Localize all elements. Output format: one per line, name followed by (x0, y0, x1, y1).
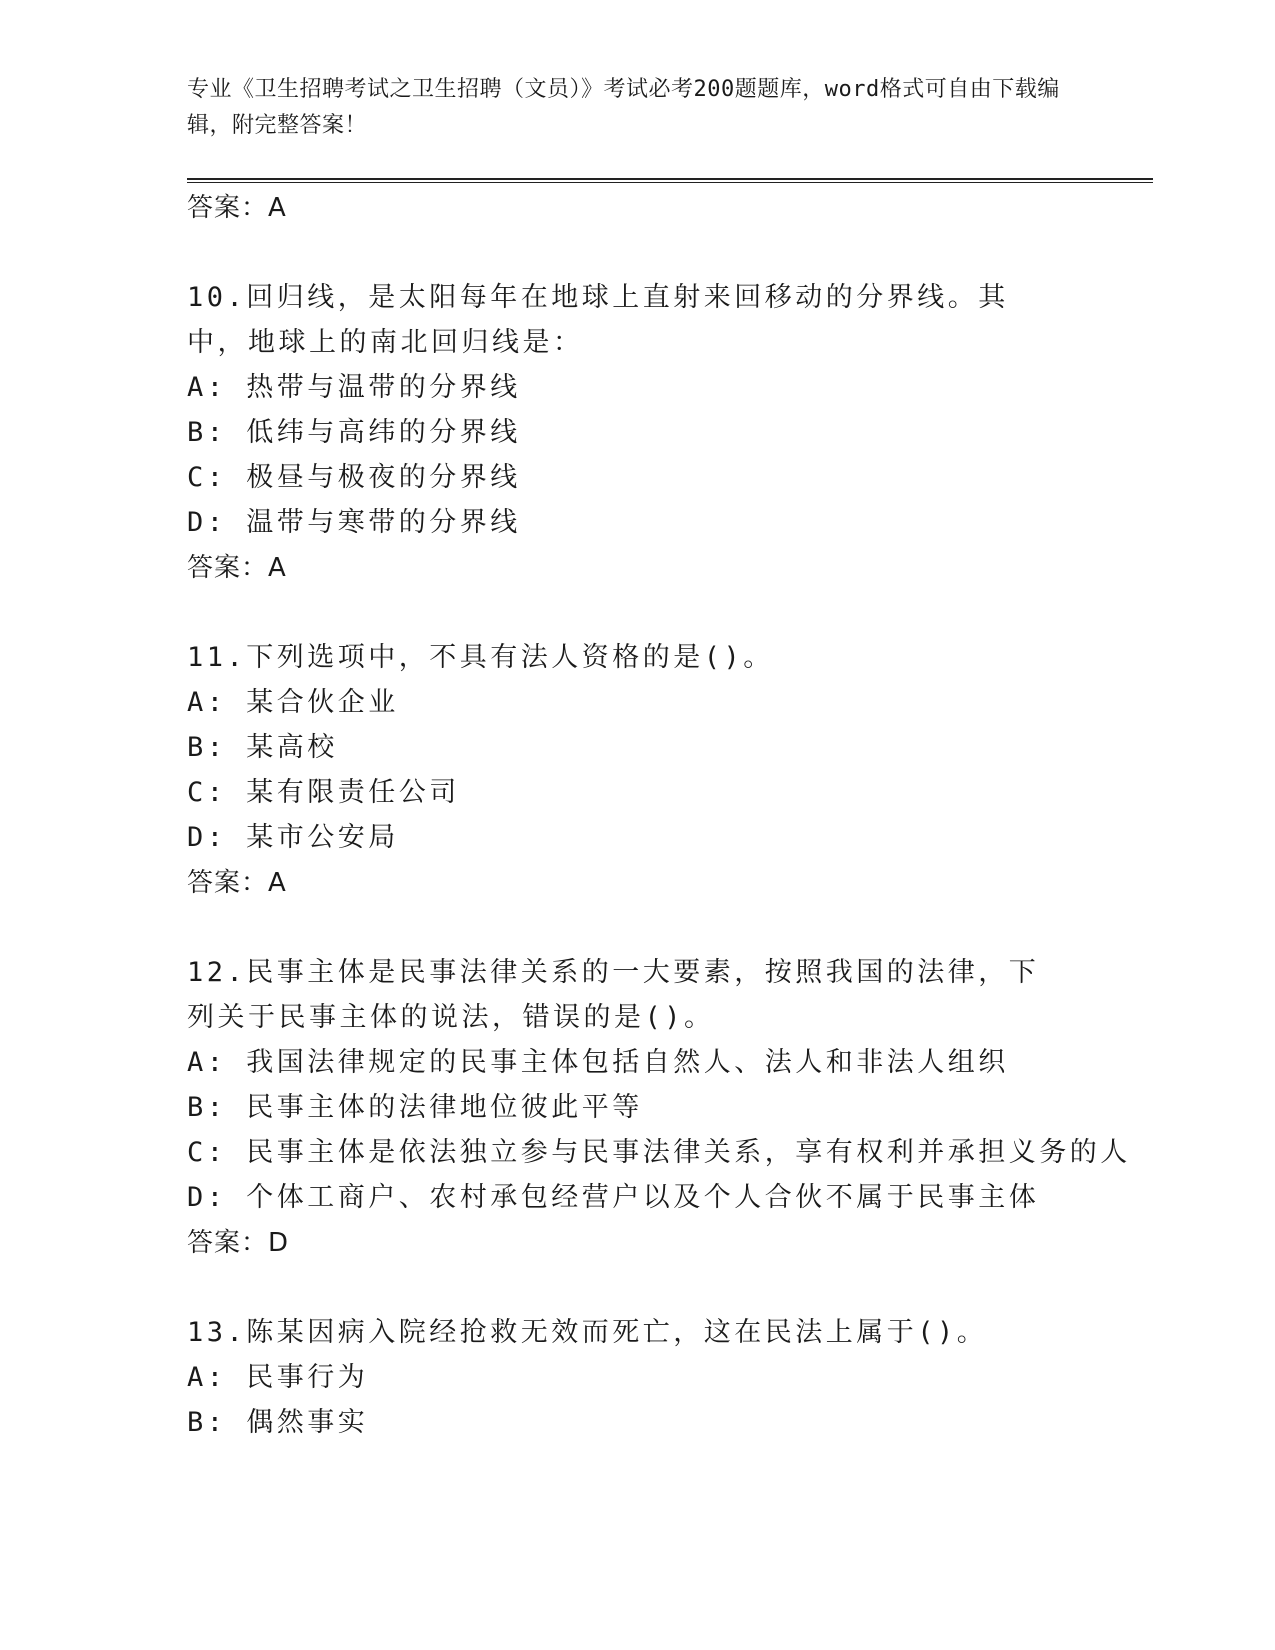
answer-value: D (268, 1228, 290, 1258)
header-divider (187, 178, 1153, 183)
question-text: 12.民事主体是民事法律关系的一大要素，按照我国的法律，下列关于民事主体的说法，错误的是()。 (187, 957, 1040, 1033)
document-header: 专业《卫生招聘考试之卫生招聘（文员）》考试必考200题题库，word格式可自由下载编辑，附完整答案！ (187, 77, 1060, 138)
answer-line (187, 860, 1153, 906)
option-b: B: 偶然事实 (187, 1407, 369, 1438)
option-d: D: 某市公安局 (187, 822, 399, 853)
question-text: 13.陈某因病入院经抢救无效而死亡，这在民法上属于()。 (187, 1317, 988, 1348)
answer-value: A (268, 193, 287, 223)
option-c: C: 某有限责任公司 (187, 777, 460, 808)
option-b: B: 低纬与高纬的分界线 (187, 417, 521, 448)
question-text: 10.回归线，是太阳每年在地球上直射来回移动的分界线。其中，地球上的南北回归线是： (187, 282, 1009, 358)
answer-value: A (268, 868, 287, 898)
option-b: B: 某高校 (187, 732, 338, 763)
question-12 (187, 950, 1153, 1266)
answer-line (187, 1220, 1153, 1266)
option-a: A: 民事行为 (187, 1362, 369, 1393)
option-a: A: 我国法律规定的民事主体包括自然人、法人和非法人组织 (187, 1047, 1009, 1078)
option-c: C: 民事主体是依法独立参与民事法律关系，享有权利并承担义务的人 (187, 1137, 1131, 1168)
option-d: D: 温带与寒带的分界线 (187, 507, 521, 538)
question-13 (187, 1310, 1153, 1445)
question-text: 11.下列选项中，不具有法人资格的是()。 (187, 642, 774, 673)
answer-value: A (268, 553, 287, 583)
answer-label: 答案： (187, 868, 269, 898)
answer-label: 答案： (187, 1228, 269, 1258)
option-a: A: 热带与温带的分界线 (187, 372, 521, 403)
answer-label: 答案： (187, 553, 269, 583)
answer-label: 答案： (187, 193, 269, 223)
option-a: A: 某合伙企业 (187, 687, 399, 718)
option-b: B: 民事主体的法律地位彼此平等 (187, 1092, 643, 1123)
answer-line (187, 185, 1153, 231)
question-11 (187, 635, 1153, 906)
answer-line (187, 545, 1153, 591)
question-10 (187, 275, 1153, 591)
question-list (187, 185, 1153, 1445)
option-c: C: 极昼与极夜的分界线 (187, 462, 521, 493)
option-d: D: 个体工商户、农村承包经营户以及个人合伙不属于民事主体 (187, 1182, 1040, 1213)
